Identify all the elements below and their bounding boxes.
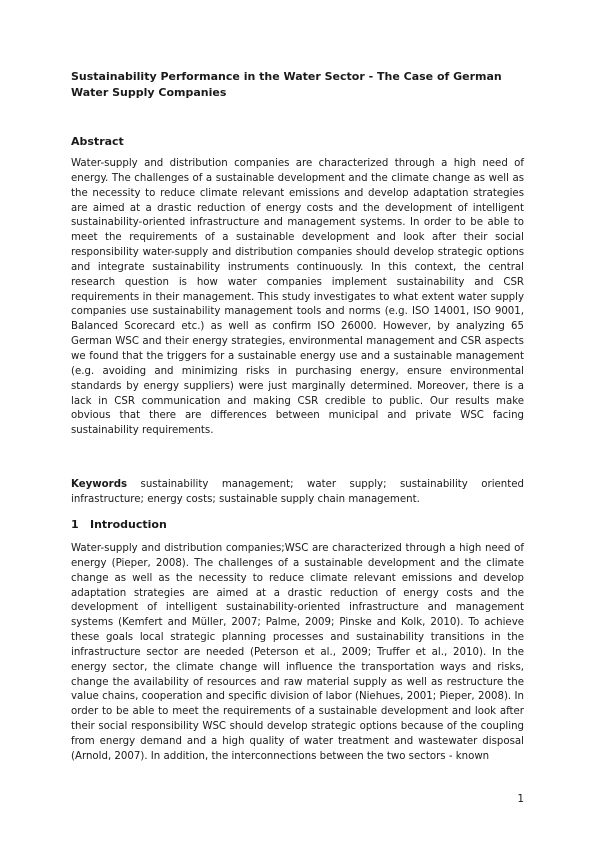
paper-title: Sustainability Performance in the Water Sector - The Case of German Water Supply Companies — [71, 70, 502, 99]
section-number: 1 — [71, 518, 79, 531]
keywords-paragraph — [71, 478, 524, 508]
keywords-text: sustainability management; water supply; sustainability oriented infrastructure; energy costs; sustainable supply chain management. — [71, 479, 524, 505]
keywords-label: Keywords — [71, 479, 128, 490]
section-title: Introduction — [90, 518, 167, 531]
section-heading-introduction — [71, 517, 524, 533]
abstract-text: Water-supply and distribution companies are characterized through a high need of energy. The challenges of a sustainable development and the climate change as well as the necessity to reduce climate relevant emissions and develop adaptation strategies are aimed at a drastic reduction of energy costs and the development of intelligent sustainability-oriented infrastructure and management systems. In order to be able to meet the requirements of a sustainable development and look after their social responsibility water-supply and distribution companies should develop strategic options and integrate sustainability instruments continuously. In this context, the central research question is how water companies implement sustainability and CSR requirements in their management. This study investigates to what extent water supply companies use sustainability management tools and norms (e.g. ISO 14001, ISO 9001, Balanced Scorecard etc.) as well as confirm ISO 26000. However, by analyzing 65 German WSC and their energy strategies, environmental management and CSR aspects we found that the triggers for a sustainable energy use and a sustainable management (e.g. avoiding and minimizing risks in purchasing energy, ensure environmental standards by energy suppliers) were just marginally determined. Moreover, there is a lack in CSR communication and making CSR credible to public. Our results make obvious that there are differences between municipal and private WSC facing sustainability requirements. — [71, 158, 524, 437]
introduction-text: Water-supply and distribution companies;WSC are characterized through a high need of energy (Pieper, 2008). The challenges of a sustainable development and the climate change as well as the necessity to reduce climate relevant emissions and develop adaptation strategies are aimed at a drastic reduction of energy costs and the development of intelligent sustainability-oriented infrastructure and management systems (Kemfert and Müller, 2007; Palme, 2009; Pinske and Kolk, 2010). To achieve these goals local strategic planning processes and sustainability transitions in the infrastructure sector are needed (Peterson et al., 2009; Truffer et al., 2010). In the energy sector, the climate change will influence the transportation ways and risks, change the availability of resources and raw material supply as well as restructure the value chains, cooperation and specific division of labor (Niehues, 2001; Pieper, 2008). In order to be able to meet the requirements of a sustainable development and look after their social responsibility WSC should develop strategic options because of the coupling from energy demand and a high quality of water treatment and wastewater disposal (Arnold, 2007). In addition, the interconnections between the two sectors - known — [71, 543, 524, 762]
page-number: 1 — [517, 793, 524, 805]
abstract-heading: Abstract — [71, 135, 124, 148]
